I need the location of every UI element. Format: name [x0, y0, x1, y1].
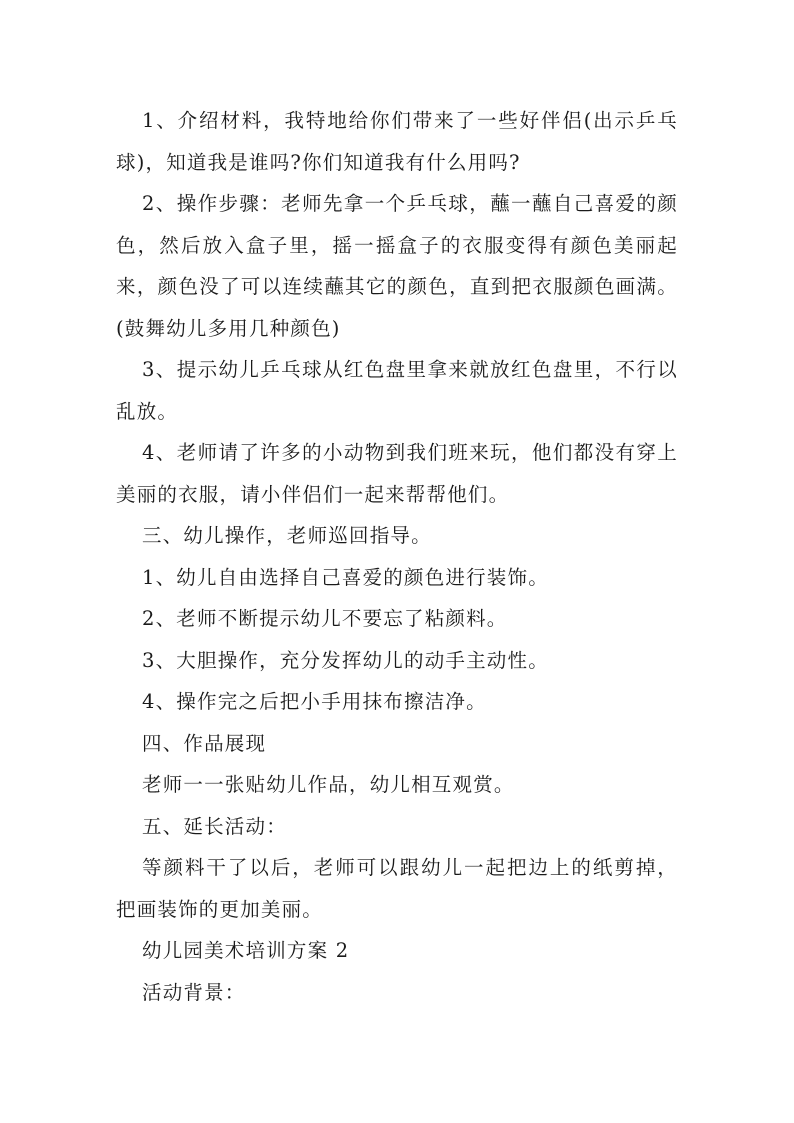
paragraph-operation-steps: 2、操作步骤：老师先拿一个乒乓球，蘸一蘸自己喜爱的颜色，然后放入盒子里，摇一摇盒子的衣服变得有颜色美丽起来，颜色没了可以连续蘸其它的颜色，直到把衣服颜色画满。(鼓舞幼儿多用几种颜色) — [116, 192, 678, 340]
paragraph-post-works: 老师一一张贴幼儿作品，幼儿相互观赏。 — [142, 773, 515, 796]
paragraph-reminder-plates: 3、提示幼儿乒乓球从红色盘里拿来就放红色盘里，不行以乱放。 — [116, 358, 678, 423]
document-subtitle: 幼儿园美术培训方案 2 — [142, 939, 350, 962]
section-heading-works-display: 四、作品展现 — [142, 731, 267, 755]
paragraph-bold-operation: 3、大胆操作，充分发挥幼儿的动手主动性。 — [142, 648, 549, 672]
paragraph-introduce-materials: 1、介绍材料，我特地给你们带来了一些好伴侣(出示乒乓球)，知道我是谁吗?你们知道我有什么用吗? — [116, 109, 678, 174]
paragraph-choose-colors: 1、幼儿自由选择自己喜爱的颜色进行装饰。 — [142, 565, 549, 589]
section-heading-extension: 五、延长活动： — [142, 814, 287, 838]
document-body — [116, 100, 678, 1013]
section-heading-background: 活动背景： — [142, 980, 246, 1004]
section-heading-child-operation: 三、幼儿操作，老师巡回指导。 — [142, 524, 432, 547]
paragraph-animals-clothes: 4、老师请了许多的小动物到我们班来玩，他们都没有穿上美丽的衣服，请小伴侣们一起来帮帮他们。 — [116, 441, 678, 506]
paragraph-remind-paint: 2、老师不断提示幼儿不要忘了粘颜料。 — [142, 607, 508, 630]
paragraph-cut-paper: 等颜料干了以后，老师可以跟幼儿一起把边上的纸剪掉，把画装饰的更加美丽。 — [116, 856, 678, 921]
paragraph-clean-hands: 4、操作完之后把小手用抹布擦洁净。 — [142, 690, 487, 713]
